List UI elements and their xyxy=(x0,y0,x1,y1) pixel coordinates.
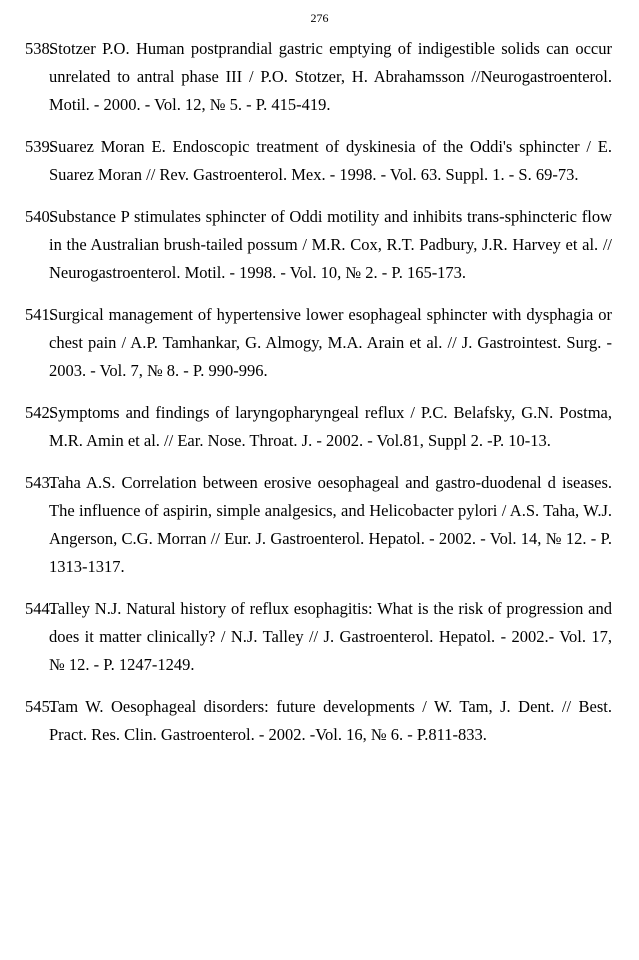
reference-number: 542. xyxy=(25,403,54,422)
reference-number: 545. xyxy=(25,697,54,716)
reference-number: 541. xyxy=(25,305,54,324)
reference-item-538 xyxy=(0,35,639,119)
reference-list xyxy=(0,35,639,749)
reference-number: 538. xyxy=(25,39,54,58)
reference-text: Surgical management of hypertensive lower esophageal sphincter with dysphagia or chest pain / A.P. Tamhankar, G. Almogy, M.A. Arain et al. // J. Gastrointest. Surg. - 2003. - Vol. 7, № 8. - P. 990-996. xyxy=(49,305,612,380)
reference-item-542 xyxy=(0,399,639,455)
reference-text: Tam W. Oesophageal disorders: future developments / W. Tam, J. Dent. // Best. Pract. Res. Clin. Gastroenterol. - 2002. -Vol. 16, № 6. - P.811-833. xyxy=(49,697,612,744)
reference-item-544 xyxy=(0,595,639,679)
reference-text: Substance P stimulates sphincter of Oddi motility and inhibits trans-sphincteric flow in the Australian brush-tailed possum / M.R. Cox, R.T. Padbury, J.R. Harvey et al. // Neurogastroenterol. Motil. - 1998. - Vol. 10, № 2. - P. 165-173. xyxy=(49,207,612,282)
reference-number: 540. xyxy=(25,207,54,226)
reference-number: 543. xyxy=(25,473,54,492)
reference-item-539 xyxy=(0,133,639,189)
reference-text: Taha A.S. Correlation between erosive oesophageal and gastro-duodenal d iseases. The influence of aspirin, simple analgesics, and Helicobacter pylori / A.S. Taha, W.J. Angerson, C.G. Morran // Eur. J. Gastroenterol. Hepatol. - 2002. - Vol. 14, № 12. - P. 1313-1317. xyxy=(49,473,612,576)
reference-text: Suarez Moran E. Endoscopic treatment of dyskinesia of the Oddi's sphincter / E. Suarez Moran // Rev. Gastroenterol. Mex. - 1998. - Vol. 63. Suppl. 1. - S. 69-73. xyxy=(49,137,612,184)
reference-item-540 xyxy=(0,203,639,287)
page-number: 276 xyxy=(310,11,329,25)
reference-number: 539. xyxy=(25,137,54,156)
reference-item-543 xyxy=(0,469,639,581)
reference-text: Stotzer P.O. Human postprandial gastric emptying of indigestible solids can occur unrelated to antral phase III / P.O. Stotzer, H. Abrahamsson //Neurogastroenterol. Motil. - 2000. - Vol. 12, № 5. - P. 415-419. xyxy=(49,39,612,114)
reference-number: 544. xyxy=(25,599,54,618)
reference-text: Symptoms and findings of laryngopharyngeal reflux / P.C. Belafsky, G.N. Postma, M.R. Amin et al. // Ear. Nose. Throat. J. - 2002. - Vol.81, Suppl 2. -P. 10-13. xyxy=(49,403,612,450)
reference-text: Talley N.J. Natural history of reflux esophagitis: What is the risk of progression and does it matter clinically? / N.J. Talley // J. Gastroenterol. Hepatol. - 2002.- Vol. 17, № 12. - P. 1247-1249. xyxy=(49,599,612,674)
reference-item-541 xyxy=(0,301,639,385)
reference-item-545 xyxy=(0,693,639,749)
